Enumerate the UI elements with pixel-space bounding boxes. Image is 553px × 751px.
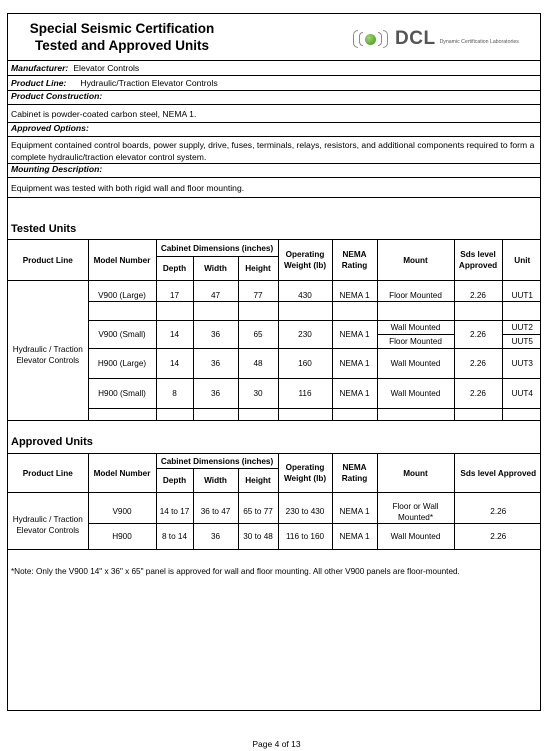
- model-cell: V900: [88, 501, 156, 524]
- col-header-width: Width: [193, 257, 238, 281]
- height-cell: 65 to 77: [238, 501, 278, 524]
- page-title: [8, 20, 236, 54]
- sds-cell: 2.26: [454, 379, 502, 409]
- sds-cell: 2.26: [454, 501, 541, 524]
- col-header-weight: Operating Weight (lb): [278, 240, 332, 281]
- product-line-label: Product Line:: [11, 78, 67, 88]
- options-text: Equipment contained control boards, power supply, drive, fuses, terminals, relays, resistors, and additional components required to form a complete hydraulic/traction elevator control system.: [11, 140, 535, 162]
- height-cell: 65: [238, 321, 278, 349]
- model-cell: V900 (Small): [88, 321, 156, 349]
- col-header-product-line: Product Line: [8, 454, 88, 493]
- nema-cell: NEMA 1: [332, 321, 377, 349]
- col-header-depth: Depth: [156, 257, 193, 281]
- table-row: [8, 321, 541, 335]
- col-header-depth: Depth: [156, 469, 193, 493]
- page-number: Page 4 of 13: [252, 739, 301, 749]
- construction-section: [8, 91, 540, 123]
- col-header-product-line: Product Line: [8, 240, 88, 281]
- weight-cell: 430: [278, 290, 332, 302]
- model-cell: H900: [88, 523, 156, 549]
- divider: [8, 420, 540, 421]
- product-line-cell: Hydraulic / Traction Elevator Controls: [8, 501, 88, 550]
- weight-cell: 116: [278, 379, 332, 409]
- col-header-sds: Sds level Approved: [454, 454, 541, 493]
- depth-cell: 8: [156, 379, 193, 409]
- header: [8, 14, 540, 61]
- unit-cell: UUT3: [502, 349, 541, 379]
- footnote: *Note: Only the V900 14" x 36" x 65" panel is approved for wall and floor mounting. All other V900 panels are floor-mounted.: [11, 567, 460, 576]
- width-cell: 36: [193, 349, 238, 379]
- mount-cell: Floor Mounted: [377, 290, 454, 302]
- dcl-logo: [353, 28, 519, 50]
- manufacturer-value: Elevator Controls: [73, 63, 140, 73]
- height-cell: 77: [238, 290, 278, 302]
- logo-text: DCL: [395, 28, 436, 49]
- col-header-height: Height: [238, 469, 278, 493]
- width-cell: 36: [193, 523, 238, 549]
- logo-dot-icon: [365, 34, 376, 45]
- tested-units-title: Tested Units: [11, 223, 77, 235]
- logo-wave-icon: [359, 32, 363, 46]
- unit-cell: UUT4: [502, 379, 541, 409]
- mount-cell: Floor Mounted: [377, 335, 454, 349]
- nema-cell: NEMA 1: [332, 290, 377, 302]
- col-header-nema: NEMA Rating: [332, 240, 377, 281]
- depth-cell: 17: [156, 290, 193, 302]
- construction-label: Product Construction:: [8, 91, 540, 105]
- mount-cell: Floor or Wall Mounted*: [377, 501, 454, 524]
- weight-cell: 230: [278, 321, 332, 349]
- depth-cell: 8 to 14: [156, 523, 193, 549]
- table-row: [8, 349, 541, 379]
- logo-subtext: Dynamic Certification Laboratories: [439, 38, 519, 45]
- product-line-value: Hydraulic/Traction Elevator Controls: [80, 78, 218, 88]
- weight-cell: 160: [278, 349, 332, 379]
- mounting-text: Equipment was tested with both rigid wall and floor mounting.: [11, 183, 245, 193]
- col-header-width: Width: [193, 469, 238, 493]
- sds-cell: 2.26: [454, 349, 502, 379]
- nema-cell: NEMA 1: [332, 379, 377, 409]
- col-header-model: Model Number: [88, 454, 156, 493]
- depth-cell: 14: [156, 349, 193, 379]
- nema-cell: NEMA 1: [332, 523, 377, 549]
- col-header-mount: Mount: [377, 240, 454, 281]
- table-row: [8, 501, 541, 524]
- model-cell: H900 (Large): [88, 349, 156, 379]
- weight-cell: 230 to 430: [278, 501, 332, 524]
- depth-cell: 14: [156, 321, 193, 349]
- certification-sheet: [7, 13, 541, 711]
- col-header-unit: Unit: [502, 240, 541, 281]
- model-cell: H900 (Small): [88, 379, 156, 409]
- product-line-row: [8, 76, 540, 91]
- logo-wave-icon: [383, 30, 388, 48]
- col-header-model: Model Number: [88, 240, 156, 281]
- mount-cell: Wall Mounted: [377, 321, 454, 335]
- width-cell: 36: [193, 321, 238, 349]
- title-line-1: Special Seismic Certification: [29, 21, 215, 36]
- options-label: Approved Options:: [8, 123, 540, 137]
- col-header-weight: Operating Weight (lb): [278, 454, 332, 493]
- depth-cell: 14 to 17: [156, 501, 193, 524]
- table-row: [8, 379, 541, 409]
- unit-cell: UUT5: [502, 335, 541, 349]
- approved-units-title: Approved Units: [11, 436, 93, 448]
- nema-cell: NEMA 1: [332, 501, 377, 524]
- mount-cell: Wall Mounted: [377, 349, 454, 379]
- col-header-mount: Mount: [377, 454, 454, 493]
- col-header-dimensions: Cabinet Dimensions (inches): [156, 240, 278, 257]
- approved-units-table: [8, 453, 541, 550]
- table-row: [8, 523, 541, 549]
- height-cell: 30: [238, 379, 278, 409]
- height-cell: 30 to 48: [238, 523, 278, 549]
- product-line-cell: Hydraulic / Traction Elevator Controls: [8, 290, 88, 421]
- unit-cell: UUT1: [502, 290, 541, 302]
- mounting-label: Mounting Description:: [8, 164, 540, 178]
- mounting-section: [8, 164, 540, 198]
- col-header-nema: NEMA Rating: [332, 454, 377, 493]
- col-header-dimensions: Cabinet Dimensions (inches): [156, 454, 278, 469]
- title-line-2: Tested and Approved Units: [34, 38, 210, 53]
- width-cell: 36 to 47: [193, 501, 238, 524]
- tested-units-table: [8, 239, 541, 421]
- options-section: [8, 123, 540, 164]
- weight-cell: 116 to 160: [278, 523, 332, 549]
- height-cell: 48: [238, 349, 278, 379]
- sds-cell: 2.26: [454, 290, 502, 302]
- model-cell: V900 (Large): [88, 290, 156, 302]
- table-row: [8, 290, 541, 302]
- unit-cell: UUT2: [502, 321, 541, 335]
- sds-cell: 2.26: [454, 321, 502, 349]
- manufacturer-label: Manufacturer:: [11, 63, 69, 73]
- col-header-height: Height: [238, 257, 278, 281]
- mount-cell: Wall Mounted: [377, 379, 454, 409]
- sds-cell: 2.26: [454, 523, 541, 549]
- width-cell: 36: [193, 379, 238, 409]
- construction-text: Cabinet is powder-coated carbon steel, NEMA 1.: [11, 109, 197, 119]
- manufacturer-row: [8, 61, 540, 76]
- mount-cell: Wall Mounted: [377, 523, 454, 549]
- logo-wave-icon: [378, 32, 382, 46]
- logo-wave-icon: [353, 30, 358, 48]
- col-header-sds: Sds level Approved: [454, 240, 502, 281]
- width-cell: 47: [193, 290, 238, 302]
- nema-cell: NEMA 1: [332, 349, 377, 379]
